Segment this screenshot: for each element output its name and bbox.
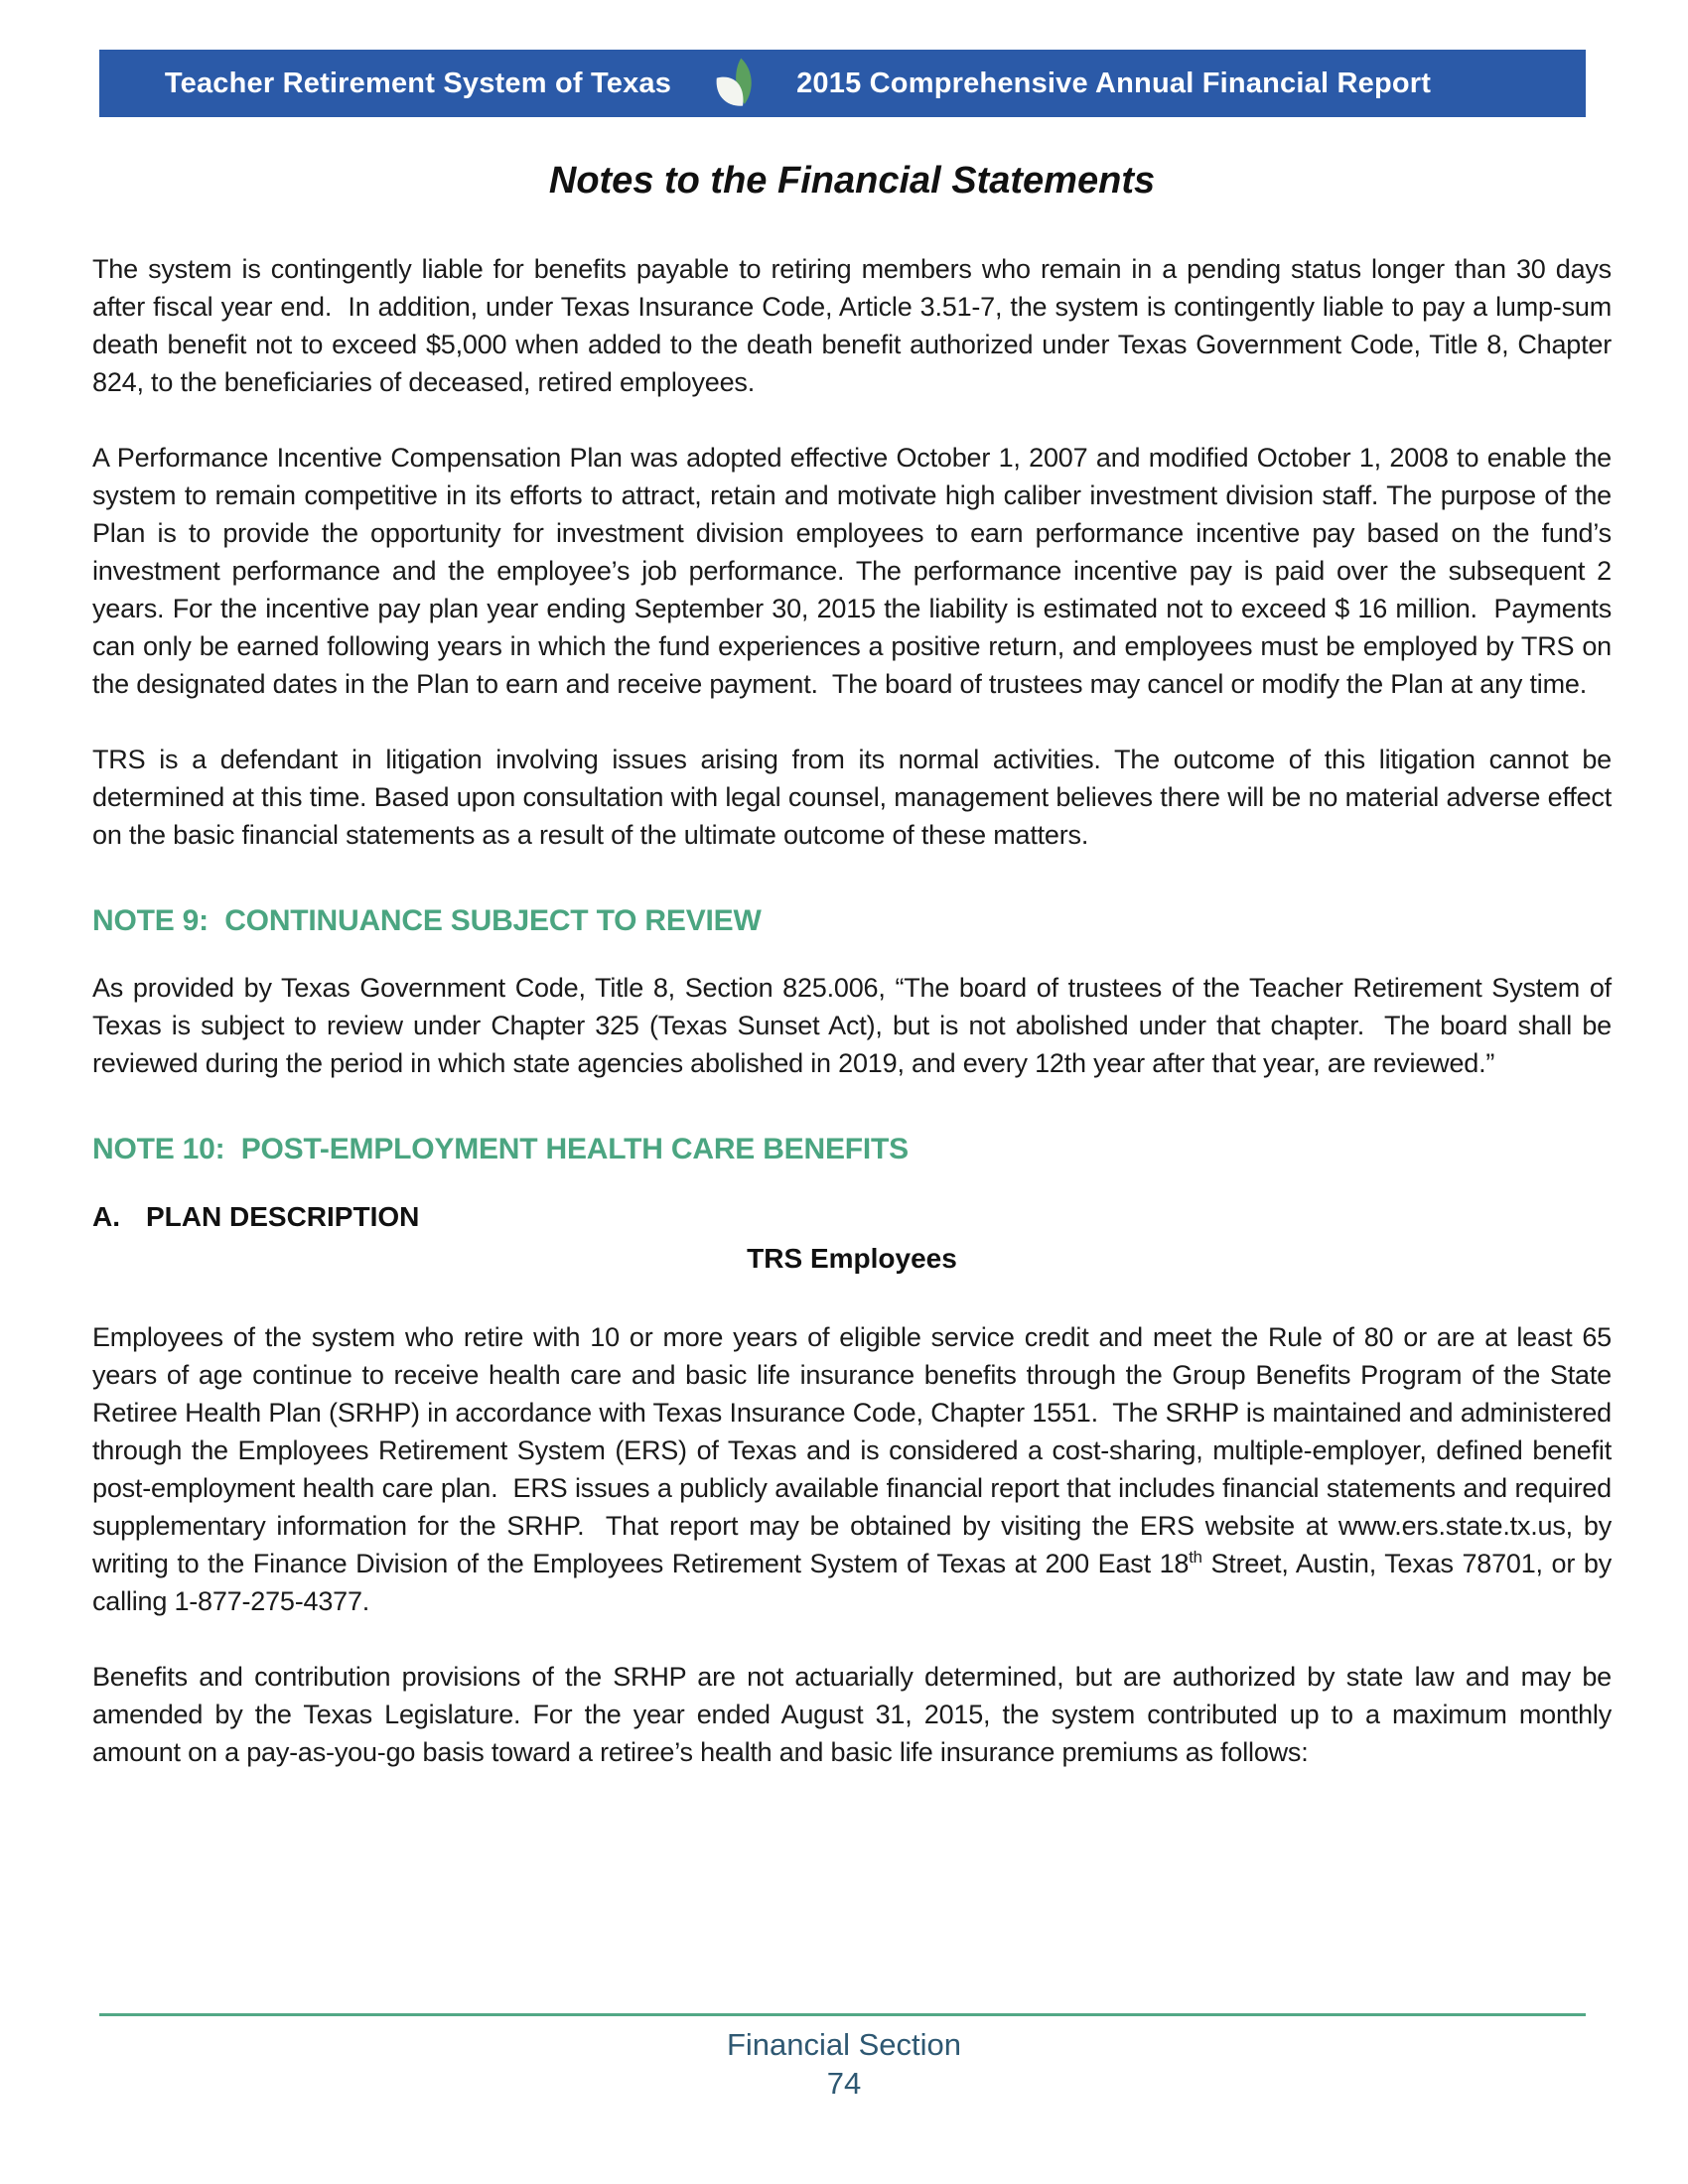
page-header-content — [165, 54, 1431, 113]
header-org-title: Teacher Retirement System of Texas — [164, 67, 672, 99]
paragraph-contingent-liability: The system is contingently liable for benefits payable to retiring members who remain in a pending status longer than 30 days after fiscal year end. In addition, under Texas Insurance Code, Article 3.51-7, the system is contingently liable to pay a lump-sum death benefit not to exceed $5,000 when added to the death benefit authorized under Texas Government Code, Title 8, Chapter 824, to the beneficiaries of deceased, retired employees. — [92, 254, 1619, 397]
footer-section-label: Financial Section — [726, 2027, 962, 2062]
trs-employees-subheading: TRS Employees — [747, 1243, 957, 1274]
plan-description-heading — [92, 1197, 1612, 1237]
document-body — [92, 117, 1619, 1771]
srhp-text-after-superscript: Street, Austin, Texas 78701, or by calling 1-877-275-4377. — [92, 1549, 1619, 1616]
page-header-banner — [99, 50, 1586, 117]
ordinal-superscript: th — [1189, 1548, 1202, 1567]
page-footer — [0, 2013, 1688, 2104]
section-letter: A. — [92, 1201, 120, 1232]
section-title: PLAN DESCRIPTION — [146, 1201, 420, 1232]
page-title: Notes to the Financial Statements — [548, 160, 1156, 202]
header-report-title: 2015 Comprehensive Annual Financial Report — [796, 67, 1432, 99]
trs-leaf-logo-icon — [705, 54, 763, 113]
note-9-heading: NOTE 9: CONTINUANCE SUBJECT TO REVIEW — [92, 904, 762, 937]
note-9-paragraph: As provided by Texas Government Code, Title 8, Section 825.006, “The board of trustees of the Teacher Retirement System of Texas is subject to review under Chapter 325 (Texas Sunset Act), but is not abolished under that chapter. The board shall be reviewed during the period in which state agencies abolished in 2019, and every 12th year after that year, are reviewed.” — [92, 973, 1619, 1078]
footer-divider — [99, 2013, 1586, 2016]
srhp-text-before-superscript: Employees of the system who retire with 10 or more years of eligible service credit and meet the Rule of 80 or are at least 65 years of age continue to receive health care and basic life insurance benefits through the Group Benefits Program of the State Retiree Health Plan (SRHP) in accordance with Texas Insurance Code, Chapter 1551. The SRHP is maintained and administered through the Employees Retirement System (ERS) of Texas and is considered a cost-sharing, multiple-employer, defined benefit post-employment health care plan. ERS issues a publicly available financial report that includes financial statements and required supplementary information for the SRHP. That report may be obtained by visiting the ERS website at www.ers.state.tx.us, by writing to the Finance Division of the Employees Retirement System of Texas at 200 East 18 — [92, 1322, 1619, 1578]
footer-page-number: 74 — [826, 2066, 862, 2101]
paragraph-litigation: TRS is a defendant in litigation involving issues arising from its normal activities. The outcome of this litigation cannot be determined at this time. Based upon consultation with legal counsel, management believes there will be no material adverse effect on the basic financial statements as a result of the ultimate outcome of these matters. — [92, 745, 1619, 850]
paragraph-incentive-plan: A Performance Incentive Compensation Plan was adopted effective October 1, 2007 and modified October 1, 2008 to enable the system to remain competitive in its efforts to attract, retain and motivate high caliber investment division staff. The purpose of the Plan is to provide the opportunity for investment division employees to earn performance incentive pay based on the fund’s investment performance and the employee’s job performance. The performance incentive pay is paid over the subsequent 2 years. For the incentive pay plan year ending September 30, 2015 the liability is estimated not to exceed $ 16 million. Payments can only be earned following years in which the fund experiences a positive return, and employees must be employed by TRS on the designated dates in the Plan to earn and receive payment. The board of trustees may cancel or modify the Plan at any time. — [92, 443, 1619, 699]
note-10-heading: NOTE 10: POST-EMPLOYMENT HEALTH CARE BENEFITS — [92, 1133, 909, 1165]
paragraph-benefits-contributions: Benefits and contribution provisions of the SRHP are not actuarially determined, but are authorized by state law and may be amended by the Texas Legislature. For the year ended August 31, 2015, the system contributed up to a maximum monthly amount on a pay-as-you-go basis toward a retiree’s health and basic life insurance premiums as follows: — [92, 1662, 1619, 1767]
paragraph-srhp-description — [92, 1318, 1619, 1620]
